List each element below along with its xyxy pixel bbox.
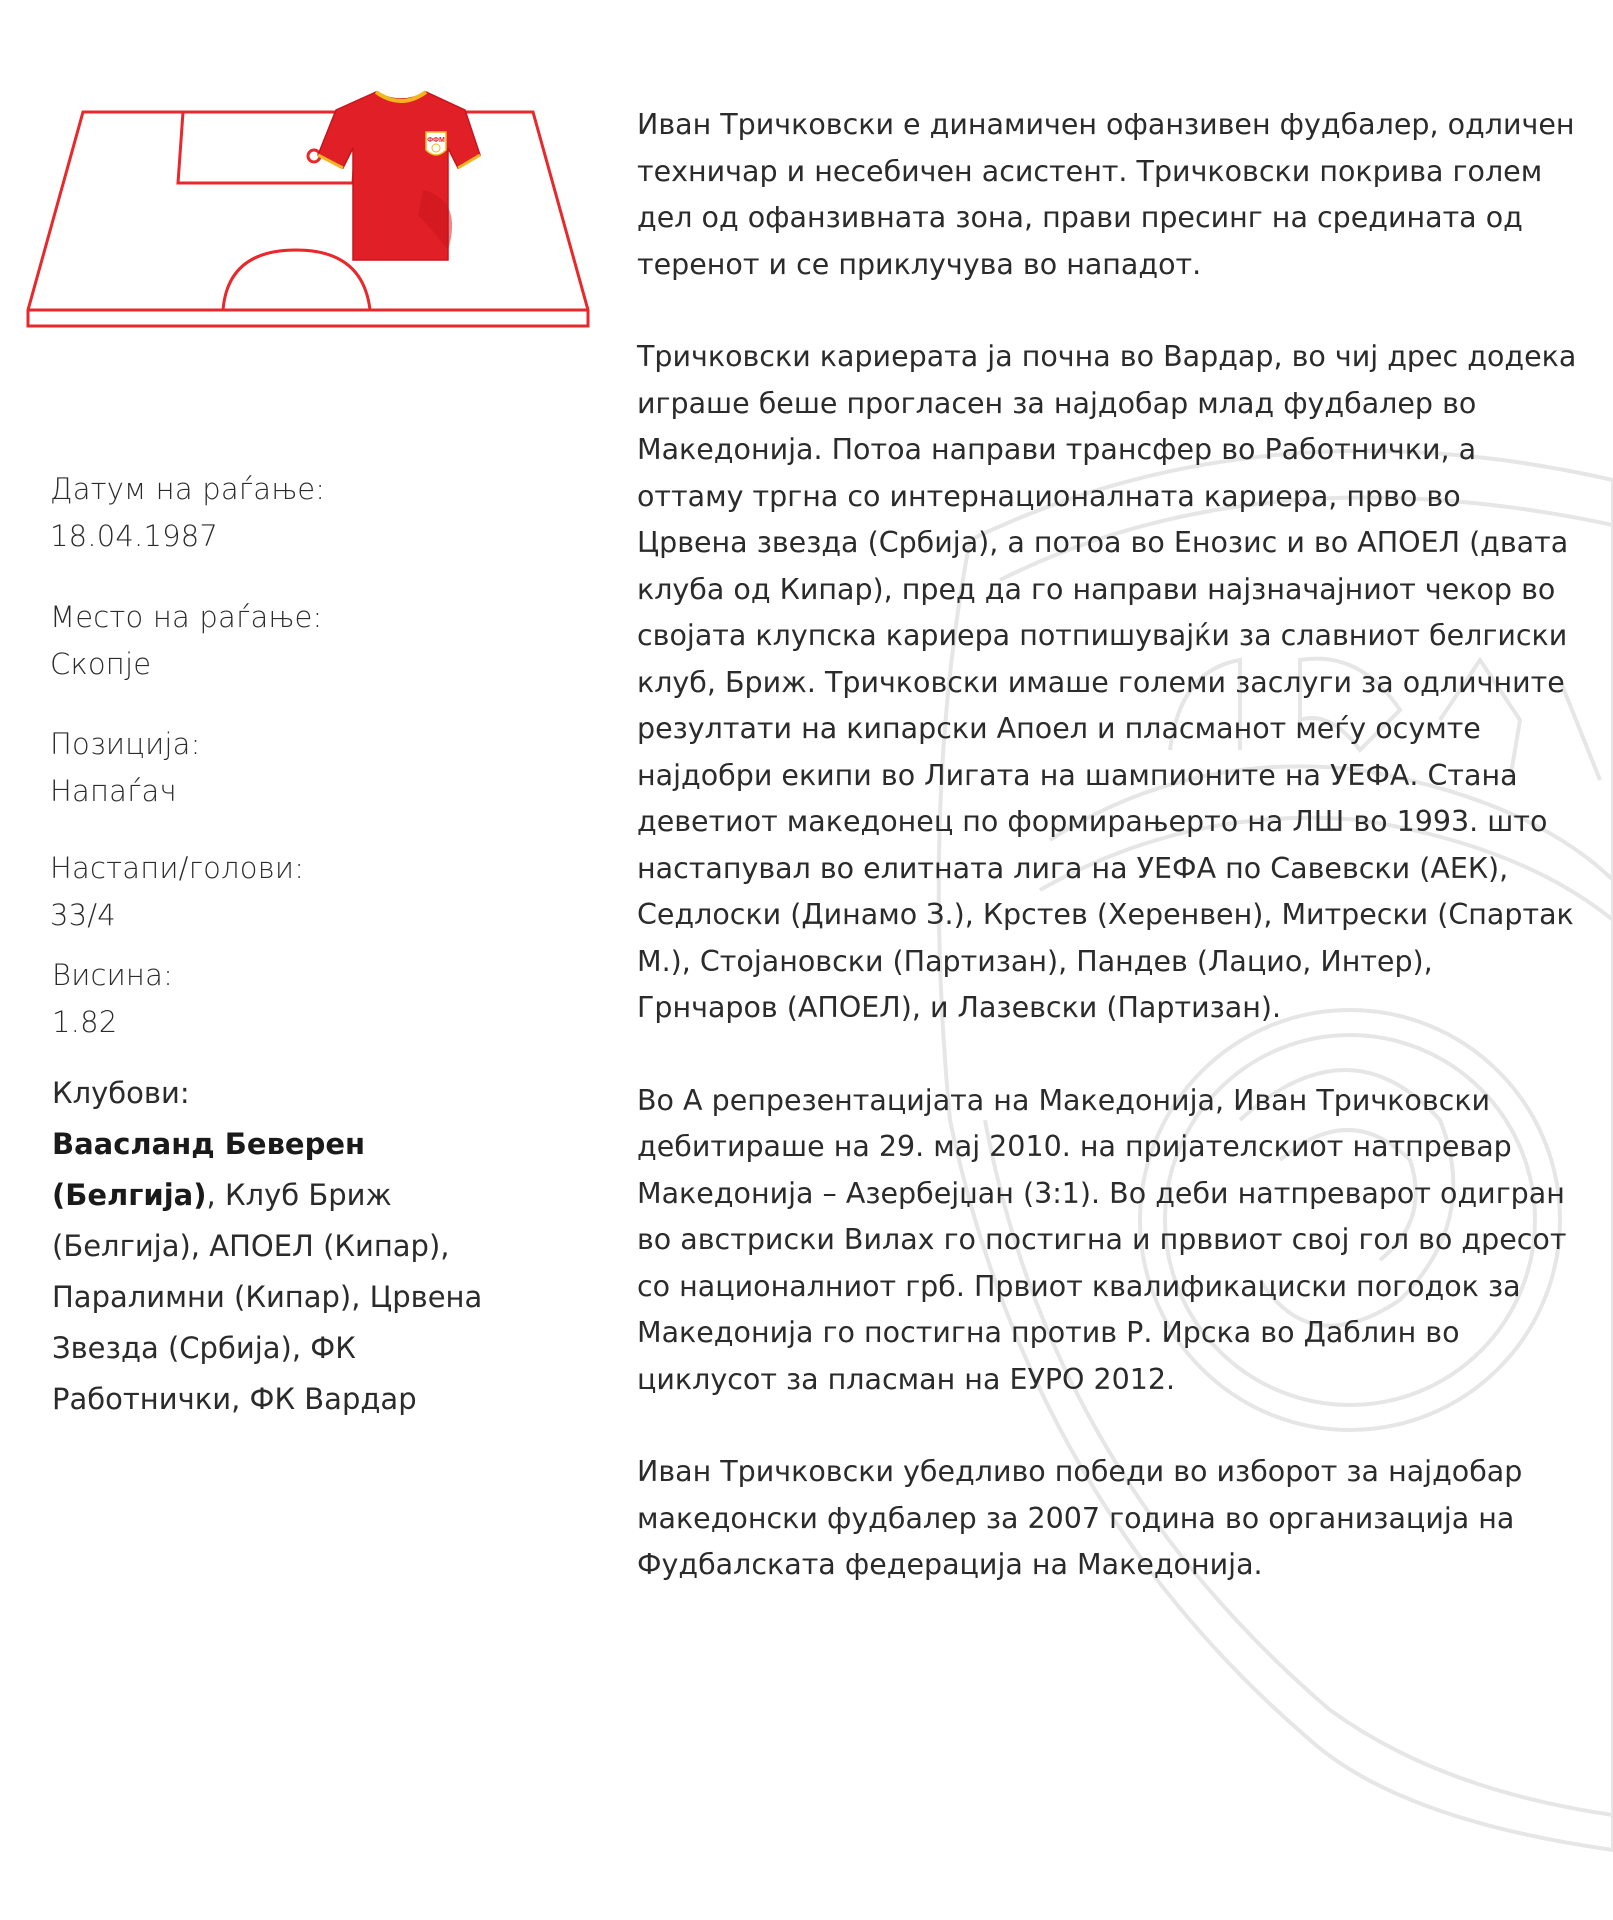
birth-date-value: 18.04.1987 — [50, 519, 219, 553]
other-clubs: , Клуб Бриж (Белгија), АПОЕЛ (Кипар), Паралимни (Кипар), Црвена Звезда (Србија), ФК Работнички, ФК Вардар — [52, 1178, 483, 1416]
pitch-outline — [28, 112, 588, 326]
position-value: Напаѓач — [50, 774, 177, 808]
birth-date-block — [50, 466, 570, 560]
position-label: Позиција: — [50, 727, 201, 761]
birth-place-label: Место на раѓање: — [50, 600, 323, 634]
birth-date-label: Датум на раѓање: — [50, 472, 326, 506]
birth-place-value: Скопје — [50, 647, 152, 681]
height-value: 1.82 — [52, 1005, 118, 1039]
caps-goals-label: Настапи/голови: — [50, 851, 305, 885]
biography — [637, 102, 1577, 1635]
caps-goals-block — [50, 845, 570, 939]
current-club: Ваасланд Беверен (Белгија) — [52, 1127, 366, 1212]
caps-goals-value: 33/4 — [50, 898, 116, 932]
clubs-block — [52, 1068, 522, 1425]
height-block — [52, 952, 572, 1046]
bio-paragraph: Во А репрезентацијата на Македонија, Иван Тричковски дебитираше на 29. мај 2010. на пријателскиот натпревар Македонија – Азербејџан (3:1). Во деби натпреварот одигран во австриски Вилах го постигна и прввиот свој гол во дресот со националниот грб. Првиот квалификациски погодок за Македонија го постигна против Р. Ирска во Даблин во циклусот за пласман на ЕУРО 2012. — [637, 1083, 1567, 1396]
pitch-position-graphic — [18, 80, 598, 340]
clubs-label: Клубови: — [52, 1076, 190, 1110]
jersey-icon — [318, 92, 480, 260]
federation-badge-icon — [426, 132, 446, 155]
bio-paragraph: Иван Тричковски убедливо победи во изборот за најдобар македонски фудбалер за 2007 година во организација на Фудбалската федерација на Македонија. — [637, 1455, 1523, 1581]
bio-paragraph: Иван Тричковски е динамичен офанзивен фудбалер, одличен техничар и несебичен асистент. Тричковски покрива голем дел од офанзивната зона, прави пресинг на средината од теренот и се приклучува во нападот. — [637, 108, 1575, 281]
svg-text:ФФМ: ФФМ — [427, 137, 445, 144]
bio-paragraph: Тричковски кариерата ја почна во Вардар, во чиј дрес додека играше беше прогласен за најдобар млад фудбалер во Македонија. Потоа направи трансфер во Работнички, а оттаму тргна со интернационалната кариера, прво во Црвена звезда (Србија), а потоа во Енозис и во АПОЕЛ (двата клуба од Кипар), пред да го направи најзначајниот чекор во својата клупска кариера потпишувајќи за славниот белгиски клуб, Бриж. Тричковски имаше големи заслуги за одличните резултати на кипарски Апоел и пласманот меѓу осумте најдобри екипи во Лигата на шампионите на УЕФА. Стана деветиот македонец по формирањерто на ЛШ во 1993. што настапувал во елитната лига на УЕФА по Савевски (АЕК), Седлоски (Динамо З.), Крстев (Херенвен), Митрески (Спартак М.), Стојановски (Партизан), Пандев (Лацио, Интер), Грнчаров (АПОЕЛ), и Лазевски (Партизан). — [637, 340, 1577, 1024]
clubs-list — [52, 1127, 482, 1416]
birth-place-block — [50, 594, 570, 688]
position-block — [50, 721, 570, 815]
height-label: Висина: — [52, 958, 174, 992]
